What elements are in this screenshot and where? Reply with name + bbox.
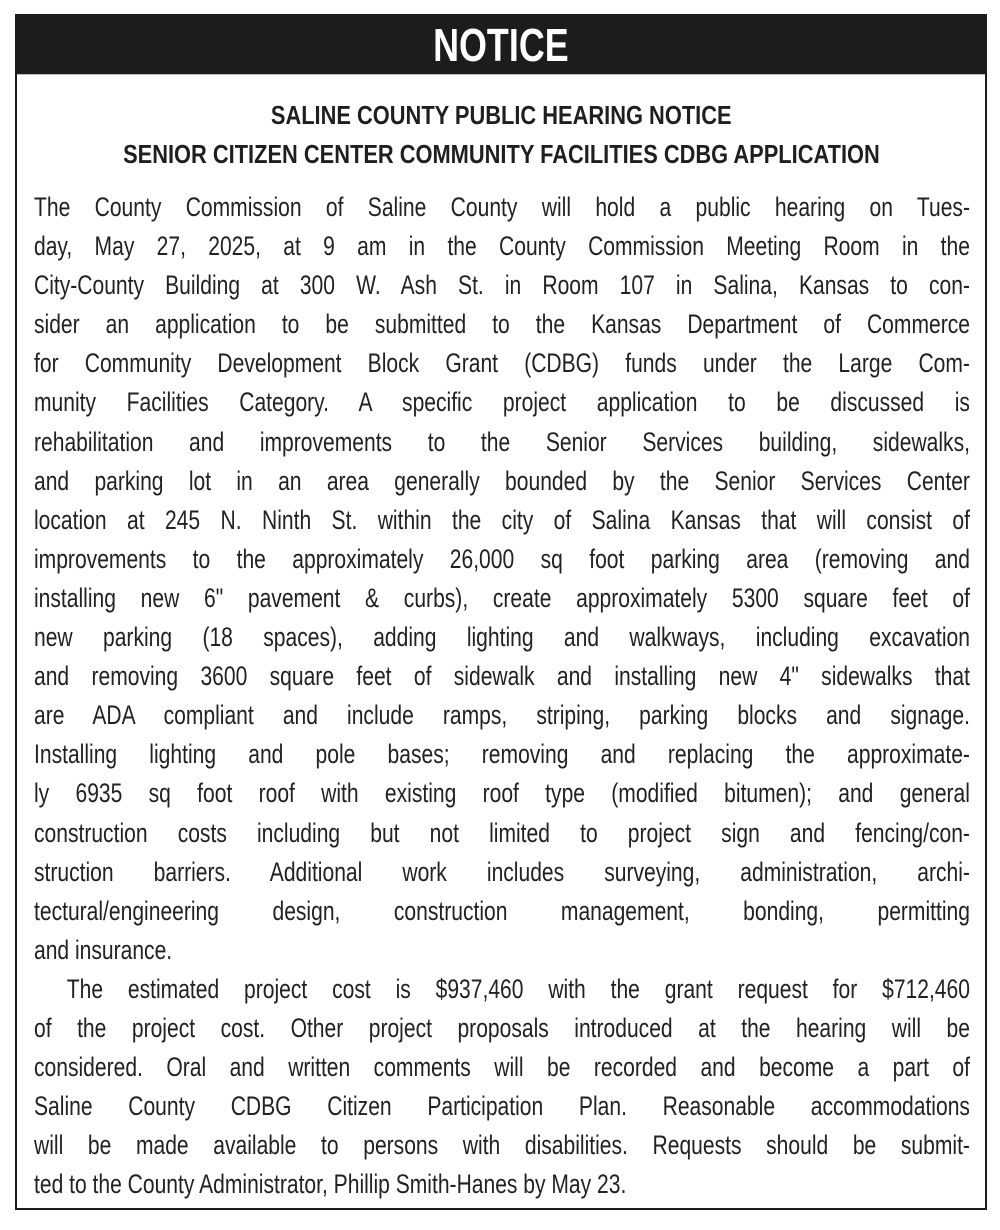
paragraph-text: improvements to the approximately 26,000 sq foot parking area (removing and [34, 543, 970, 574]
paragraph-2-line [34, 1165, 970, 1204]
paragraph-text: installing new 6" pavement & curbs), create approximately 5300 square feet of [34, 582, 970, 613]
paragraph-1-line [34, 814, 970, 853]
paragraph-text: munity Facilities Category. A specific project application to be discussed is [34, 387, 970, 418]
paragraph-text: and parking lot in an area generally bounded by the Senior Services Center [34, 465, 970, 496]
paragraph-text: ly 6935 sq foot roof with existing roof type (modified bitumen); and general [34, 778, 970, 809]
paragraph-1-line [34, 305, 970, 344]
paragraph-1-line [34, 931, 970, 970]
paragraph-1-line [34, 696, 970, 735]
paragraph-text: for Community Development Block Grant (CDBG) funds under the Large Com- [34, 348, 970, 379]
paragraph-1-line [34, 540, 970, 579]
paragraph-text: rehabilitation and improvements to the Senior Services building, sidewalks, [34, 426, 970, 457]
headline-line-1 [17, 96, 985, 135]
notice-body [34, 188, 970, 1204]
paragraph-text: construction costs including but not limited to project sign and fencing/con- [34, 817, 970, 848]
paragraph-text: Saline County CDBG Citizen Participation Plan. Reasonable accommodations [34, 1091, 970, 1122]
paragraph-2-line [34, 1009, 970, 1048]
headline-line-1-text: SALINE COUNTY PUBLIC HEARING NOTICE [270, 100, 732, 130]
paragraph-1-line [34, 344, 970, 383]
paragraph-text: The County Commission of Saline County will hold a public hearing on Tues- [34, 192, 970, 222]
paragraph-1-line [34, 227, 970, 266]
paragraph-1-line [34, 657, 970, 696]
paragraph-text: will be made available to persons with disabilities. Requests should be submit- [34, 1130, 970, 1161]
notice-header-bar [17, 16, 985, 75]
paragraph-text: sider an application to be submitted to the Kansas Department of Commerce [34, 309, 970, 340]
paragraph-1-line [34, 853, 970, 892]
notice-box [15, 14, 987, 1210]
paragraph-1-line [34, 618, 970, 657]
paragraph-text: of the project cost. Other project proposals introduced at the hearing will be [34, 1012, 970, 1043]
paragraph-1-line [34, 735, 970, 774]
paragraph-text: location at 245 N. Ninth St. within the city of Salina Kansas that will consist of [34, 504, 970, 535]
paragraph-text: City-County Building at 300 W. Ash St. in Room 107 in Salina, Kansas to con- [34, 270, 970, 301]
headline-line-2-text: SENIOR CITIZEN CENTER COMMUNITY FACILITIES CDBG APPLICATION [122, 139, 880, 169]
paragraph-text: and removing 3600 square feet of sidewalk and installing new 4" sidewalks that [34, 661, 970, 692]
paragraph-2-line [34, 1126, 970, 1165]
paragraph-2-line [34, 970, 970, 1009]
paragraph-1-line [34, 892, 970, 931]
paragraph-1-line [34, 423, 970, 462]
paragraph-1-line [34, 188, 970, 227]
paragraph-text: tectural/engineering design, construction management, bonding, permitting [34, 895, 970, 926]
paragraph-text: struction barriers. Additional work includes surveying, administration, archi- [34, 856, 970, 887]
paragraph-text: are ADA compliant and include ramps, striping, parking blocks and signage. [34, 700, 970, 731]
paragraph-1-line [34, 501, 970, 540]
paragraph-1-line [34, 579, 970, 618]
paragraph-1-line [34, 462, 970, 501]
paragraph-text: The estimated project cost is $937,460 with the grant request for $712,460 [66, 973, 970, 1004]
notice-title: NOTICE [433, 19, 569, 71]
paragraph-text: new parking (18 spaces), adding lighting and walkways, including excavation [34, 622, 970, 653]
headline-block [17, 96, 985, 174]
paragraph-text: Installing lighting and pole bases; removing and replacing the approximate- [34, 739, 970, 770]
paragraph-1-line [34, 774, 970, 813]
paragraph-2-line [34, 1048, 970, 1087]
paragraph-text: day, May 27, 2025, at 9 am in the County Commission Meeting Room in the [34, 231, 970, 262]
paragraph-text: and insurance. [34, 934, 173, 965]
paragraph-1-line [34, 383, 970, 422]
paragraph-1-line [34, 266, 970, 305]
headline-line-2 [17, 135, 985, 174]
paragraph-text: considered. Oral and written comments will be recorded and become a part of [34, 1052, 970, 1083]
paragraph-text: ted to the County Administrator, Phillip Smith-Hanes by May 23. [34, 1169, 627, 1200]
paragraph-2-line [34, 1087, 970, 1126]
